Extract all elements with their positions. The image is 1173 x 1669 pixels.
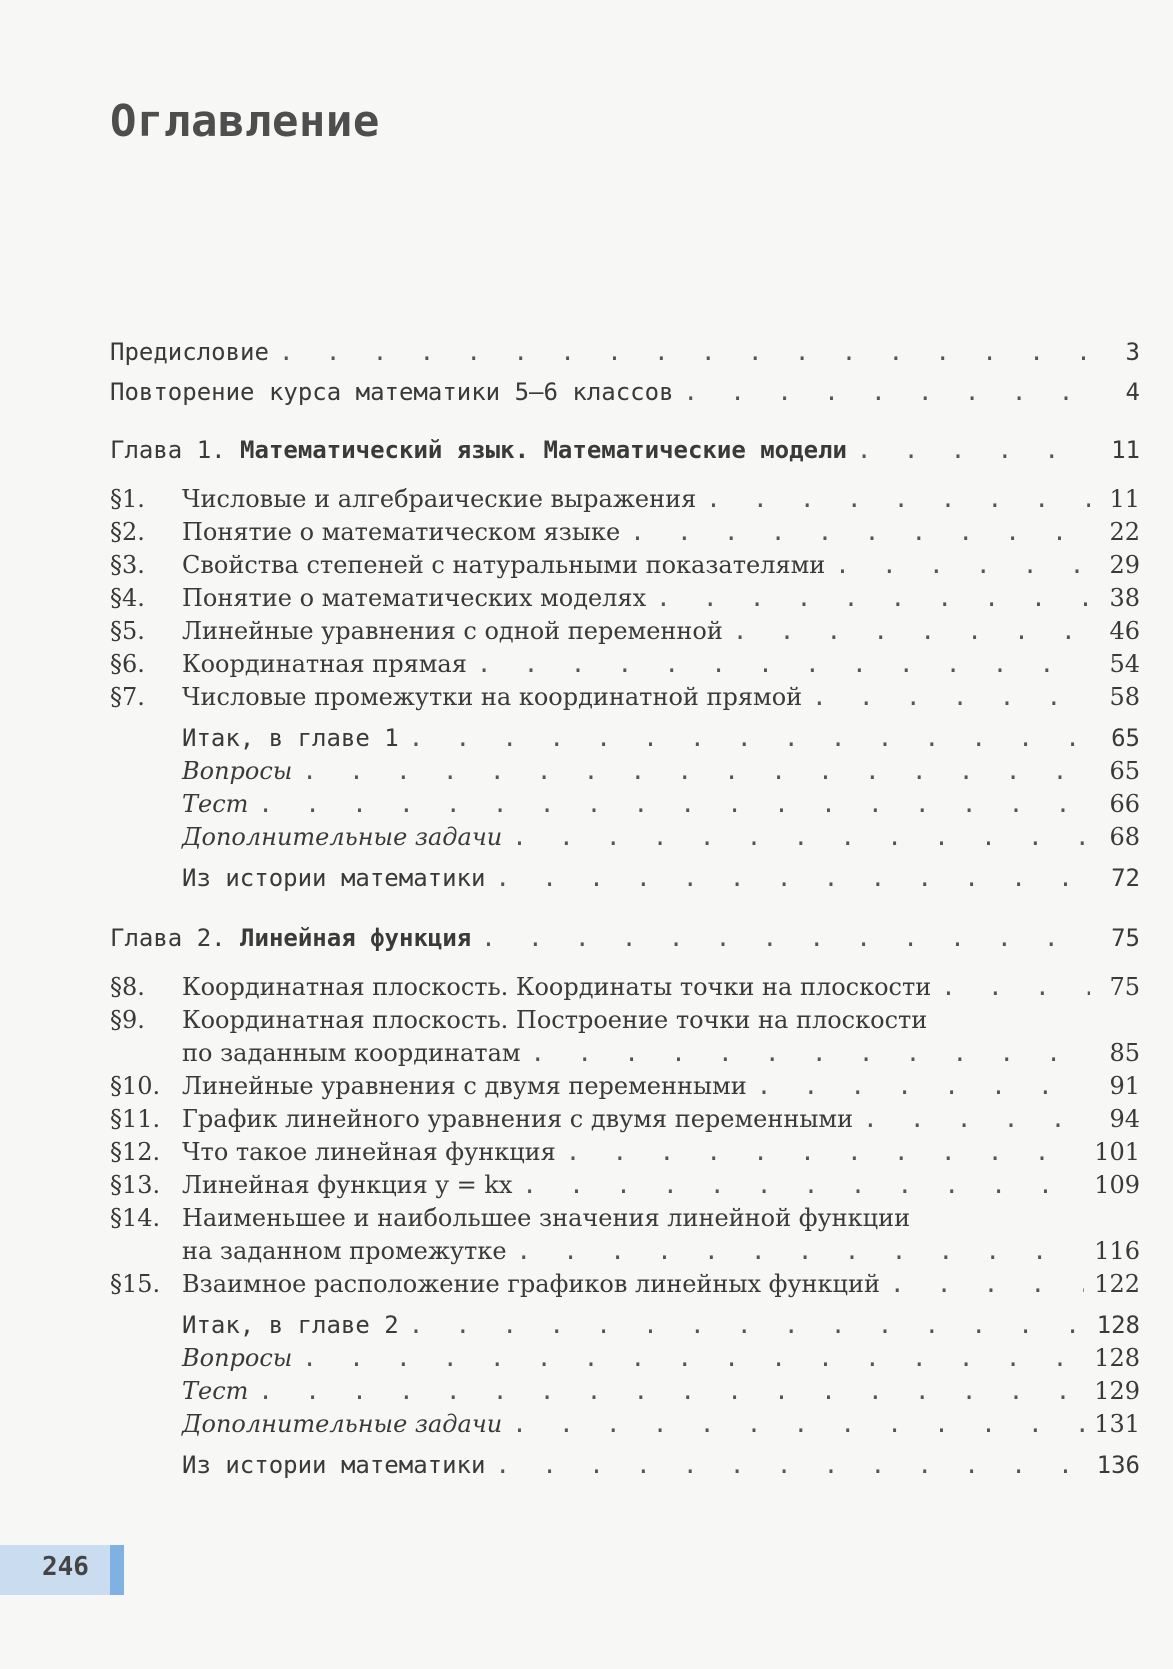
leader-dots (517, 1235, 1085, 1267)
toc-label: Что такое линейная функция (182, 1138, 556, 1166)
toc-label: Координатная плоскость. Координаты точки на плоскости (182, 973, 932, 1001)
toc-label: Тест (182, 790, 249, 818)
toc-page-number: 75 (1111, 924, 1140, 952)
toc-label: Числовые промежутки на координатной прямой (182, 683, 803, 711)
chapter-prefix: Глава 1. (110, 436, 241, 464)
toc-page-number: 65 (1111, 724, 1140, 752)
toc-entry-section[interactable] (110, 1202, 1140, 1234)
toc-label: Вопросы (182, 1344, 293, 1372)
leader-dots (279, 336, 1090, 368)
section-number: §13. (110, 1171, 161, 1199)
toc-page-number: 72 (1111, 864, 1140, 892)
toc-page-number: 22 (1109, 518, 1140, 546)
toc-entry-extra-problems[interactable] (110, 1408, 1140, 1440)
leader-dots (512, 1408, 1084, 1440)
leader-dots (630, 516, 1090, 548)
leader-dots (656, 582, 1090, 614)
section-number: §7. (110, 683, 145, 711)
toc-label: Числовые и алгебраические выражения (182, 485, 697, 513)
leader-dots (477, 648, 1090, 680)
toc-page-number: 136 (1096, 1451, 1140, 1479)
toc-entry-section[interactable] (110, 582, 1140, 614)
leader-dots (890, 1268, 1084, 1300)
toc-page-number: 128 (1096, 1311, 1140, 1339)
toc-label: Свойства степеней с натуральными показателями (182, 551, 826, 579)
section-number: §8. (110, 973, 145, 1001)
toc-entry-history[interactable] (110, 862, 1140, 894)
toc-label: Координатная плоскость. Построение точки на плоскости (182, 1006, 928, 1034)
toc-label: Вопросы (182, 757, 293, 785)
toc-page-number: 11 (1111, 436, 1140, 464)
leader-dots (857, 434, 1090, 466)
leader-dots (835, 549, 1090, 581)
toc-entry-chapter-1[interactable] (110, 434, 1140, 466)
toc-label: по заданным координатам (182, 1039, 521, 1067)
toc-label: Итак, в главе 2 (182, 1311, 399, 1339)
toc-entry-section[interactable] (110, 971, 1140, 1003)
section-number: §4. (110, 584, 145, 612)
toc-label: Линейная функция y = kx (182, 1171, 513, 1199)
toc-page-number: 85 (1109, 1039, 1140, 1067)
toc-label: Предисловие (110, 338, 269, 366)
toc-page-number: 58 (1109, 683, 1140, 711)
toc-entry-questions[interactable] (110, 755, 1140, 787)
leader-dots (812, 681, 1090, 713)
leader-dots (409, 1309, 1087, 1341)
leader-dots (941, 971, 1090, 1003)
leader-dots (531, 1037, 1090, 1069)
toc-entry-test[interactable] (110, 788, 1140, 820)
toc-entry-section[interactable] (110, 1268, 1140, 1300)
toc-entry-section[interactable] (110, 483, 1140, 515)
toc-page-number: 29 (1109, 551, 1140, 579)
toc-page-number: 129 (1094, 1377, 1140, 1405)
section-number: §11. (110, 1105, 161, 1133)
toc-entry-section[interactable] (110, 681, 1140, 713)
toc-page-number: 128 (1094, 1344, 1140, 1372)
leader-dots (302, 1342, 1084, 1374)
toc-entry-section[interactable] (110, 1103, 1140, 1135)
toc-entry-section[interactable] (110, 549, 1140, 581)
toc-page-number: 109 (1094, 1171, 1140, 1199)
toc-label: Из истории математики (182, 1451, 486, 1479)
section-number: §6. (110, 650, 145, 678)
leader-dots (706, 483, 1090, 515)
toc-page-number: 75 (1109, 973, 1140, 1001)
leader-dots (409, 722, 1090, 754)
toc-label: Наименьшее и наибольшее значения линейной функции (182, 1204, 911, 1232)
toc-label: Понятие о математических моделях (182, 584, 647, 612)
leader-dots (757, 1070, 1090, 1102)
leader-dots (495, 862, 1090, 894)
toc-entry-section[interactable] (110, 1136, 1140, 1168)
toc-entry-section[interactable] (110, 648, 1140, 680)
toc-label: Дополнительные задачи (182, 823, 503, 851)
toc-entry-questions[interactable] (110, 1342, 1140, 1374)
leader-dots (566, 1136, 1084, 1168)
section-number: §15. (110, 1270, 161, 1298)
toc-page-number: 54 (1109, 650, 1140, 678)
toc-label: Дополнительные задачи (182, 1410, 503, 1438)
section-number: §5. (110, 617, 145, 645)
toc-entry-preface[interactable] (110, 336, 1140, 368)
toc-label: График линейного уравнения с двумя переменными (182, 1105, 854, 1133)
toc-label: Понятие о математическом языке (182, 518, 621, 546)
toc-entry-review[interactable] (110, 376, 1140, 408)
toc-entry-section[interactable] (110, 1004, 1140, 1036)
chapter-title: Линейная функция (240, 924, 472, 952)
page-title: Оглавление (110, 96, 380, 147)
section-number: §12. (110, 1138, 161, 1166)
leader-dots (258, 1375, 1084, 1407)
leader-dots (512, 821, 1090, 853)
toc-entry-summary[interactable] (110, 722, 1140, 754)
toc-page-number: 131 (1094, 1410, 1140, 1438)
toc-entry-section[interactable] (110, 1169, 1140, 1201)
section-number: §2. (110, 518, 145, 546)
section-number: §3. (110, 551, 145, 579)
toc-page-number: 101 (1094, 1138, 1140, 1166)
toc-entry-section[interactable] (110, 615, 1140, 647)
toc-entry-test[interactable] (110, 1375, 1140, 1407)
toc-page-number: 11 (1109, 485, 1140, 513)
toc-entry-summary[interactable] (110, 1309, 1140, 1341)
toc-page-number: 38 (1109, 584, 1140, 612)
toc-page-number: 3 (1125, 338, 1140, 366)
section-number: §14. (110, 1204, 161, 1232)
toc-entry-section[interactable] (110, 1070, 1140, 1102)
toc-label: Итак, в главе 1 (182, 724, 399, 752)
toc-page-number: 65 (1109, 757, 1140, 785)
toc-label: Линейные уравнения с одной переменной (182, 617, 723, 645)
section-number: §10. (110, 1072, 161, 1100)
section-number: §9. (110, 1006, 145, 1034)
toc-entry-section[interactable] (110, 516, 1140, 548)
toc-entry-history[interactable] (110, 1449, 1140, 1481)
leader-dots (684, 376, 1090, 408)
toc-entry-chapter-2[interactable] (110, 922, 1140, 954)
toc-page-number: 91 (1109, 1072, 1140, 1100)
toc-page-number: 116 (1094, 1237, 1140, 1265)
chapter-prefix: Глава 2. (110, 924, 241, 952)
toc-page-number: 68 (1109, 823, 1140, 851)
page-number: 246 (42, 1552, 89, 1582)
toc-label: Координатная прямая (182, 650, 467, 678)
toc-label: Тест (182, 1377, 249, 1405)
leader-dots (258, 788, 1090, 820)
leader-dots (733, 615, 1090, 647)
toc-page-number: 94 (1109, 1105, 1140, 1133)
toc-page-number: 46 (1109, 617, 1140, 645)
toc-page-number: 66 (1109, 790, 1140, 818)
toc-label: Линейные уравнения с двумя переменными (182, 1072, 747, 1100)
leader-dots (481, 922, 1090, 954)
chapter-title: Математический язык. Математические модели (240, 436, 847, 464)
toc-label: на заданном промежутке (182, 1237, 507, 1265)
section-number: §1. (110, 485, 145, 513)
toc-label: Повторение курса математики 5—6 классов (110, 378, 674, 406)
toc-label: Взаимное расположение графиков линейных функций (182, 1270, 880, 1298)
toc-entry-continuation[interactable] (110, 1235, 1140, 1267)
toc-entry-extra-problems[interactable] (110, 821, 1140, 853)
toc-page-number: 4 (1125, 378, 1140, 406)
toc-page-number: 122 (1094, 1270, 1140, 1298)
leader-dots (522, 1169, 1084, 1201)
leader-dots (302, 755, 1090, 787)
toc-entry-continuation[interactable] (110, 1037, 1140, 1069)
toc-label: Из истории математики (182, 864, 486, 892)
leader-dots (863, 1103, 1090, 1135)
leader-dots (495, 1449, 1086, 1481)
